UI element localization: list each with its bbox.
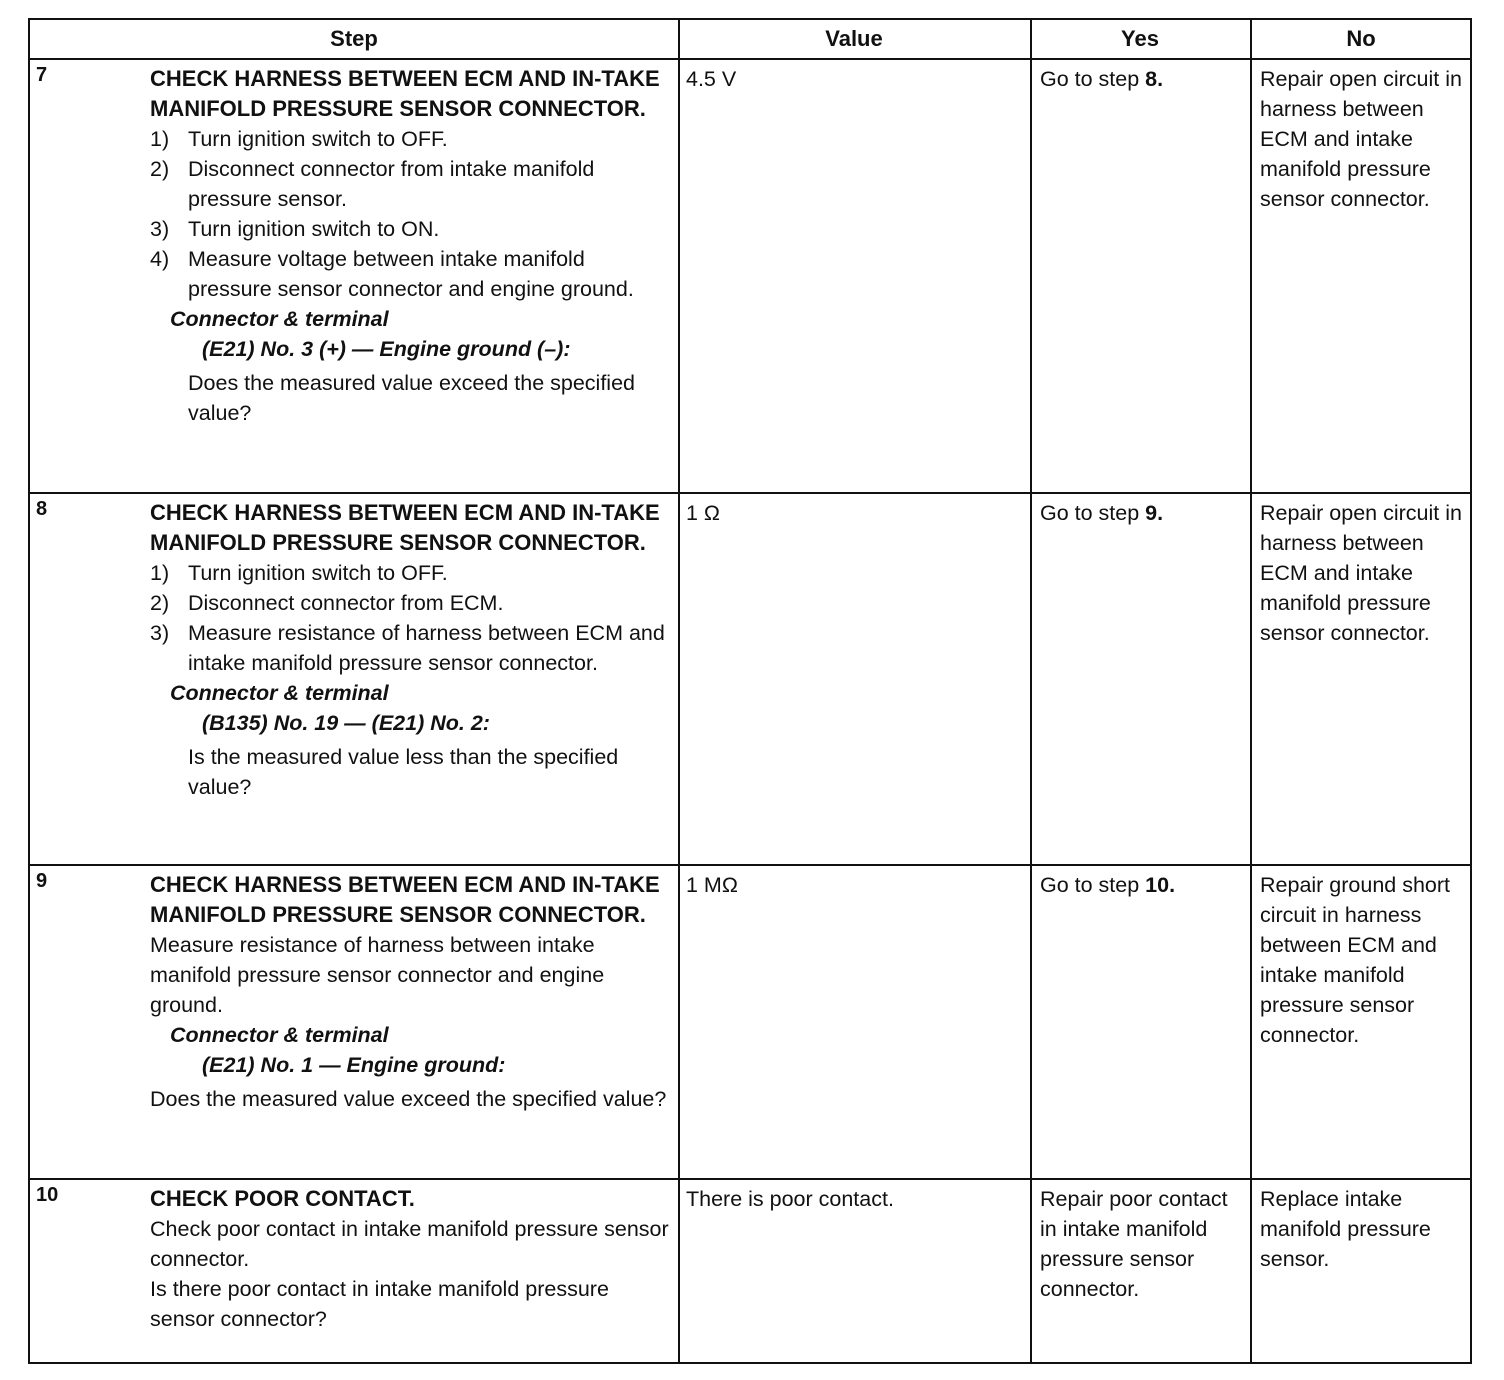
- table-row: [30, 1180, 1470, 1362]
- step-content: [150, 870, 670, 1114]
- step-question: Is the measured value less than the specified value?: [188, 745, 619, 799]
- step-content: [150, 1184, 670, 1334]
- connector-label: Connector & terminal: [170, 1023, 389, 1047]
- spec-value: 1 Ω: [686, 501, 721, 525]
- yes-text: Go to step: [1040, 873, 1146, 897]
- item-number: 3): [150, 217, 170, 241]
- yes-text: Go to step: [1040, 67, 1146, 91]
- no-action: Replace intake manifold pressure sensor.: [1260, 1187, 1431, 1271]
- yes-step-link: 8.: [1145, 67, 1164, 91]
- list-item: [150, 558, 670, 588]
- list-item: [150, 588, 670, 618]
- yes-text: Go to step: [1040, 501, 1146, 525]
- step-number: 9: [36, 870, 48, 892]
- list-item: [150, 124, 670, 154]
- no-action: Repair open circuit in harness between ECM and intake manifold pressure sensor connector.: [1260, 501, 1462, 645]
- spec-value: There is poor contact.: [686, 1187, 894, 1211]
- step-question: Is there poor contact in intake manifold pressure sensor connector?: [150, 1277, 609, 1331]
- step-number: 10: [36, 1184, 59, 1206]
- item-number: 4): [150, 247, 170, 271]
- spec-value: 1 MΩ: [686, 873, 738, 897]
- step-question: Does the measured value exceed the specified value?: [150, 1087, 667, 1111]
- header-step: Step: [330, 26, 378, 51]
- step-procedure-list: [150, 558, 670, 678]
- connector-terminal: (E21) No. 3 (+) — Engine ground (–):: [202, 337, 571, 361]
- yes-step-link: 9.: [1145, 501, 1164, 525]
- table-row: [30, 60, 1470, 494]
- step-number: 8: [36, 498, 48, 520]
- list-item: [150, 154, 670, 214]
- list-item: [150, 214, 670, 244]
- item-text: Disconnect connector from ECM.: [188, 591, 504, 615]
- yes-step-link: 10.: [1145, 873, 1176, 897]
- item-number: 2): [150, 591, 170, 615]
- table-row: [30, 494, 1470, 866]
- header-yes: Yes: [1121, 26, 1159, 51]
- step-title: CHECK HARNESS BETWEEN ECM AND IN-TAKE MANIFOLD PRESSURE SENSOR CONNECTOR.: [150, 872, 660, 927]
- yes-action: [1040, 64, 1244, 94]
- diagnostic-table: [28, 18, 1472, 1364]
- no-action: Repair open circuit in harness between ECM and intake manifold pressure sensor connector.: [1260, 67, 1462, 211]
- step-content: [150, 498, 670, 802]
- list-item: [150, 618, 670, 678]
- step-number: 7: [36, 64, 48, 86]
- item-text: Measure voltage between intake manifold pressure sensor connector and engine ground.: [188, 247, 634, 301]
- item-number: 1): [150, 127, 170, 151]
- step-procedure-list: [150, 124, 670, 304]
- item-text: Turn ignition switch to OFF.: [188, 561, 448, 585]
- header-no: No: [1346, 26, 1376, 51]
- table-header: [30, 20, 1470, 60]
- item-number: 3): [150, 621, 170, 645]
- spec-value: 4.5 V: [686, 67, 737, 91]
- no-action: Repair ground short circuit in harness between ECM and intake manifold pressure sensor connector.: [1260, 873, 1451, 1047]
- item-number: 2): [150, 157, 170, 181]
- item-text: Turn ignition switch to ON.: [188, 217, 440, 241]
- list-item: [150, 244, 670, 304]
- connector-label: Connector & terminal: [170, 681, 389, 705]
- step-title: CHECK HARNESS BETWEEN ECM AND IN-TAKE MANIFOLD PRESSURE SENSOR CONNECTOR.: [150, 66, 660, 121]
- step-title: CHECK HARNESS BETWEEN ECM AND IN-TAKE MANIFOLD PRESSURE SENSOR CONNECTOR.: [150, 500, 660, 555]
- item-text: Measure resistance of harness between ECM and intake manifold pressure sensor connector.: [188, 621, 665, 675]
- step-question: Does the measured value exceed the specified value?: [188, 371, 635, 425]
- connector-terminal: (E21) No. 1 — Engine ground:: [202, 1053, 506, 1077]
- yes-action: [1040, 498, 1244, 528]
- step-instruction: Check poor contact in intake manifold pressure sensor connector.: [150, 1217, 669, 1271]
- step-instruction: Measure resistance of harness between intake manifold pressure sensor connector and engine ground.: [150, 933, 605, 1017]
- item-number: 1): [150, 561, 170, 585]
- step-content: [150, 64, 670, 428]
- header-value: Value: [825, 26, 883, 51]
- item-text: Disconnect connector from intake manifold pressure sensor.: [188, 157, 595, 211]
- table-row: [30, 866, 1470, 1180]
- connector-terminal: (B135) No. 19 — (E21) No. 2:: [202, 711, 490, 735]
- step-title: CHECK POOR CONTACT.: [150, 1186, 415, 1211]
- item-text: Turn ignition switch to OFF.: [188, 127, 448, 151]
- yes-action: [1040, 870, 1244, 900]
- yes-action: Repair poor contact in intake manifold pressure sensor connector.: [1040, 1187, 1228, 1301]
- connector-label: Connector & terminal: [170, 307, 389, 331]
